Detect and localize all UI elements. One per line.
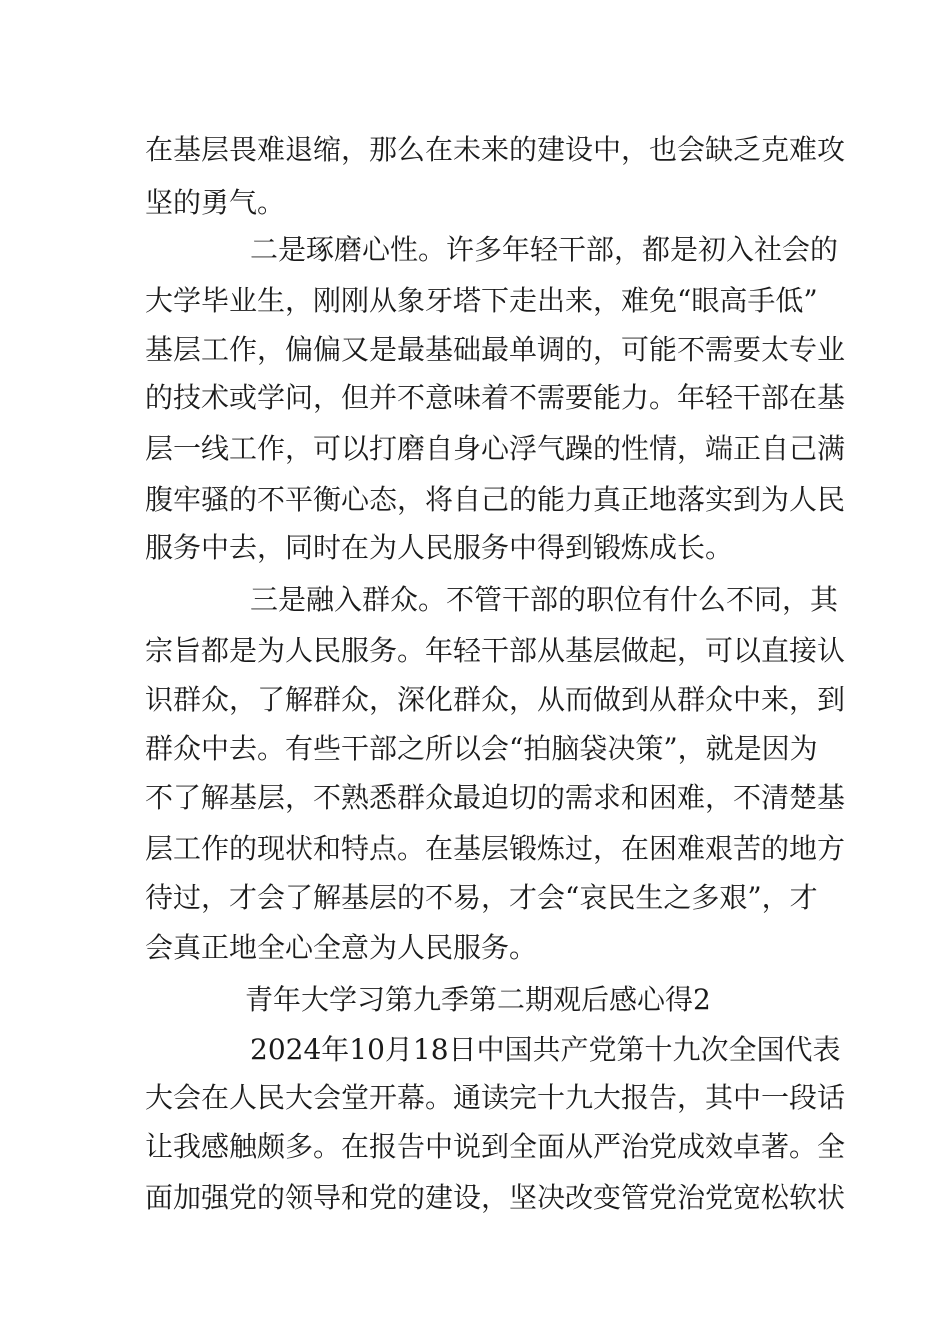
section-title: 青年大学习第九季第二期观后感心得2 (245, 983, 711, 1016)
text-line: 大会在人民大会堂开幕。通读完十九大报告，其中一段话 (145, 1081, 846, 1114)
paragraph-first-line: 2024年10月18日中国共产党第十九次全国代表 (250, 1033, 841, 1066)
text-line: 让我感触颇多。在报告中说到全面从严治党成效卓著。全 (145, 1130, 846, 1163)
text-line: 在基层畏难退缩，那么在未来的建设中，也会缺乏克难攻 (145, 133, 846, 166)
text-line: 服务中去，同时在为人民服务中得到锻炼成长。 (145, 531, 734, 564)
paragraph-first-line: 三是融入群众。不管干部的职位有什么不同，其 (250, 583, 839, 616)
text-line: 待过，才会了解基层的不易，才会“哀民生之多艰”，才 (145, 881, 818, 914)
text-line: 会真正地全心全意为人民服务。 (145, 931, 538, 964)
text-line: 识群众，了解群众，深化群众，从而做到从群众中来，到 (145, 683, 846, 716)
text-line: 宗旨都是为人民服务。年轻干部从基层做起，可以直接认 (145, 634, 846, 667)
text-line: 不了解基层，不熟悉群众最迫切的需求和困难，不清楚基 (145, 781, 846, 814)
text-line: 面加强党的领导和党的建设，坚决改变管党治党宽松软状 (145, 1181, 846, 1214)
text-line: 大学毕业生，刚刚从象牙塔下走出来，难免“眼高手低” (145, 284, 818, 317)
text-line: 层一线工作，可以打磨自身心浮气躁的性情，端正自己满 (145, 432, 846, 465)
text-line: 群众中去。有些干部之所以会“拍脑袋决策”，就是因为 (145, 732, 818, 765)
paragraph-first-line: 二是琢磨心性。许多年轻干部，都是初入社会的 (250, 233, 839, 266)
text-line: 腹牢骚的不平衡心态，将自己的能力真正地落实到为人民 (145, 483, 846, 516)
text-line: 坚的勇气。 (145, 186, 286, 219)
text-line: 的技术或学问，但并不意味着不需要能力。年轻干部在基 (145, 381, 846, 414)
text-line: 基层工作，偏偏又是最基础最单调的，可能不需要太专业 (145, 333, 846, 366)
text-line: 层工作的现状和特点。在基层锻炼过，在困难艰苦的地方 (145, 832, 846, 865)
